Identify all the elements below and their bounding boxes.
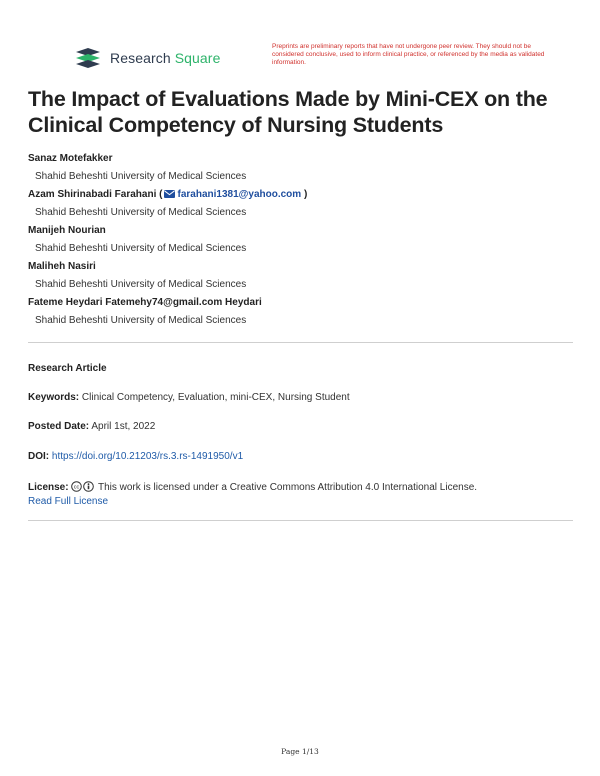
article-type: Research Article — [28, 363, 107, 374]
logo-text — [110, 50, 220, 66]
posted-label: Posted Date: — [28, 421, 90, 432]
author-affiliation: Shahid Beheshti University of Medical Sciences — [35, 279, 247, 290]
author-affiliation: Shahid Beheshti University of Medical Sciences — [35, 315, 247, 326]
license-label: License: — [28, 482, 69, 493]
author-name: Fateme Heydari Fatemehy74@gmail.com Heydari — [28, 297, 262, 308]
author-affiliation: Shahid Beheshti University of Medical Sciences — [35, 171, 247, 182]
author-name: Sanaz Motefakker — [28, 153, 113, 164]
read-full-license-link[interactable]: Read Full License — [28, 496, 109, 507]
page-number: Page 1/13 — [281, 747, 319, 756]
research-square-logo[interactable] — [74, 47, 220, 69]
logo-text-research: Research — [110, 50, 171, 66]
doi — [28, 450, 578, 464]
author-affiliation: Shahid Beheshti University of Medical Sciences — [35, 243, 247, 254]
posted-date — [28, 420, 578, 434]
author-email-link[interactable]: farahani1381@yahoo.com — [177, 189, 302, 200]
keywords — [28, 391, 578, 405]
author-name: Maliheh Nasiri — [28, 261, 96, 272]
divider — [28, 342, 573, 343]
author-list — [28, 152, 578, 332]
envelope-icon — [164, 190, 175, 198]
svg-text:cc: cc — [74, 484, 80, 491]
logo-text-square: Square — [170, 50, 221, 66]
creative-commons-icon — [71, 481, 95, 492]
keywords-value: Clinical Competency, Evaluation, mini-CEX, Nursing Student — [81, 392, 350, 403]
license — [28, 481, 578, 509]
keywords-label: Keywords: — [28, 392, 80, 403]
paper-title: The Impact of Evaluations Made by Mini-CEX on the Clinical Competency of Nursing Students — [28, 87, 548, 137]
preprint-notice: Preprints are preliminary reports that have not undergone peer review. They should not be considered conclusive, used to inform clinical practice, or referenced by the media as validated information. — [272, 43, 545, 66]
research-square-logo-icon — [74, 47, 102, 69]
author-name-with-email: Azam Shirinabadi Farahani ( farahani1381@yahoo.com ) — [28, 189, 308, 200]
author-affiliation: Shahid Beheshti University of Medical Sciences — [35, 207, 247, 218]
author-name: Azam Shirinabadi Farahani — [28, 189, 157, 200]
doi-label: DOI: — [28, 451, 50, 462]
author-name: Manijeh Nourian — [28, 225, 106, 236]
posted-date-value: April 1st, 2022 — [91, 421, 156, 432]
license-text: This work is licensed under a Creative Commons Attribution 4.0 International License. — [97, 482, 478, 493]
divider — [28, 520, 573, 521]
doi-link[interactable]: https://doi.org/10.21203/rs.3.rs-1491950/v1 — [51, 451, 244, 462]
